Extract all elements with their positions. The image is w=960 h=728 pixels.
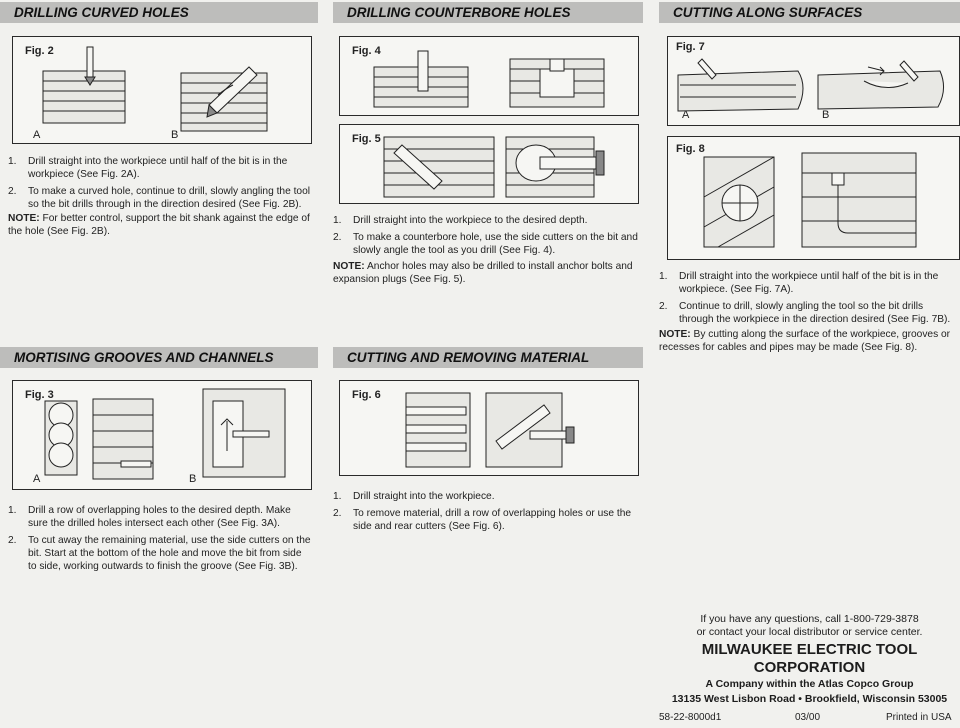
figure-4 <box>339 36 639 116</box>
figure-2-label-a: A <box>33 129 41 141</box>
figure-3 <box>12 380 312 490</box>
figure-2-label-b: B <box>171 129 179 141</box>
cutting-surfaces-steps <box>659 270 960 330</box>
section-title-cutting-surfaces: CUTTING ALONG SURFACES <box>659 2 960 23</box>
printed-in: Printed in USA <box>886 712 952 723</box>
step-item: 2. To make a counterbore hole, use the side cutters on the bit and slowly angle the tool as you drill (See Fig. 4). <box>333 232 638 256</box>
company-tagline: A Company within the Atlas Copco Group <box>705 678 914 690</box>
step-item: 1. Drill straight into the workpiece. <box>333 491 495 502</box>
column-middle <box>333 0 645 728</box>
figure-5-drawing <box>340 125 640 205</box>
figure-7 <box>667 36 960 126</box>
footer-distributor-line: or contact your local distributor or service center. <box>696 626 923 638</box>
figure-7-label-b: B <box>822 109 830 121</box>
cutting-surfaces-note: NOTE: By cutting along the surface of the workpiece, grooves or recesses for cables and pipes may be made (See Fig. 8). <box>659 329 951 353</box>
figure-3-label: Fig. 3 <box>25 389 54 401</box>
step-item: 2. To cut away the remaining material, use the side cutters on the bit. Start at the bottom of the hole and move the bit from side to side, working outwards to finish the groove (See Fig. 3B). <box>8 535 311 572</box>
figure-3-label-a: A <box>33 473 41 485</box>
company-name-line1: MILWAUKEE ELECTRIC TOOL <box>701 641 918 658</box>
figure-2-label: Fig. 2 <box>25 45 54 57</box>
figure-6 <box>339 380 639 476</box>
section-title-drilling-curved-holes: DRILLING CURVED HOLES <box>0 2 318 23</box>
section-title-counterbore: DRILLING COUNTERBORE HOLES <box>333 2 643 23</box>
step-item: 1. Drill straight into the workpiece to the desired depth. <box>333 215 588 226</box>
step-item: 2. To remove material, drill a row of overlapping holes or use the side and rear cutters (See Fig. 6). <box>333 508 632 532</box>
step-item: 2. Continue to drill, slowly angling the tool so the bit drills through the workpiece in the direction desired (See Fig. 7B). <box>659 301 951 325</box>
step-item: 2. To make a curved hole, continue to drill, slowly angling the tool so the bit drills through in the direction desired (See Fig. 2B). <box>8 186 311 210</box>
figure-8-drawing <box>668 137 960 261</box>
step-item: 1. Drill a row of overlapping holes to the desired depth. Make sure the drilled holes intersect each other (See Fig. 3A). <box>8 505 291 529</box>
footer-phone-line: If you have any questions, call 1-800-729-3878 <box>700 613 919 625</box>
column-right <box>655 0 960 728</box>
print-date: 03/00 <box>795 712 821 723</box>
figure-3-label-b: B <box>189 473 197 485</box>
counterbore-note: NOTE: Anchor holes may also be drilled to install anchor bolts and expansion plugs (See Fig. 5). <box>333 261 633 285</box>
figure-2 <box>12 36 312 144</box>
curved-holes-steps <box>8 155 312 215</box>
part-number: 58-22-8000d1 <box>659 712 722 723</box>
mortising-steps <box>8 504 312 577</box>
figure-4-drawing <box>340 37 640 117</box>
counterbore-steps <box>333 214 639 261</box>
figure-8-label: Fig. 8 <box>676 143 705 155</box>
figure-5-label: Fig. 5 <box>352 133 381 145</box>
figure-6-label: Fig. 6 <box>352 389 381 401</box>
figure-2-drawing <box>13 37 313 145</box>
figure-7-label: Fig. 7 <box>676 41 705 53</box>
figure-6-drawing <box>340 381 640 477</box>
section-title-cutting-removing: CUTTING AND REMOVING MATERIAL <box>333 347 643 368</box>
figure-7-label-a: A <box>682 109 690 121</box>
figure-3-drawing <box>13 381 313 491</box>
figure-5 <box>339 124 639 204</box>
cutting-removing-steps <box>333 490 639 537</box>
figure-7-drawing <box>668 37 960 127</box>
step-item: 1. Drill straight into the workpiece until half of the bit is in the workpiece. (See Fig. 7A). <box>659 271 939 295</box>
step-item: 1. Drill straight into the workpiece until half of the bit is in the workpiece (See Fig. 2A). <box>8 156 288 180</box>
figure-4-label: Fig. 4 <box>352 45 381 57</box>
section-title-mortising: MORTISING GROOVES AND CHANNELS <box>0 347 318 368</box>
footer-contact <box>659 613 960 707</box>
figure-8 <box>667 136 960 260</box>
company-name-line2: CORPORATION <box>753 659 866 676</box>
company-address: 13135 West Lisbon Road • Brookfield, Wisconsin 53005 <box>671 693 948 705</box>
column-left <box>0 0 318 728</box>
curved-holes-note: NOTE: For better control, support the bit shank against the edge of the hole (See Fig. 2B). <box>8 213 310 237</box>
